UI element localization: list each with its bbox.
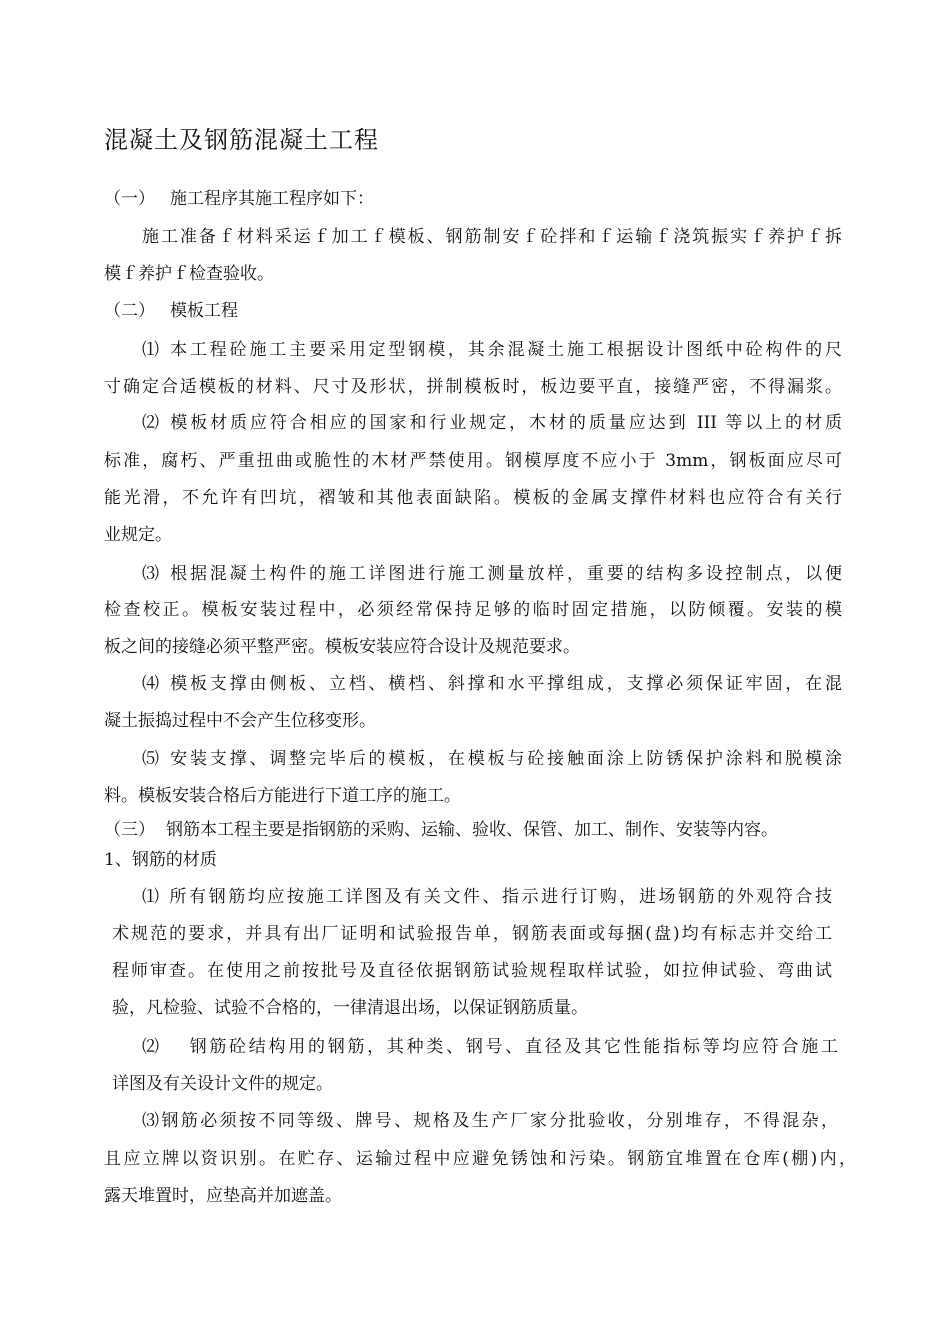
paragraph-line: ⑴ 本工程砼施工主要采用定型钢模，其余混凝土施工根据设计图纸中砼构件的尺 bbox=[142, 340, 842, 360]
section-heading-3 bbox=[104, 822, 778, 839]
paragraph-line: 施工准备ｆ材料采运ｆ加工ｆ模板、钢筋制安ｆ砼拌和ｆ运输ｆ浇筑振实ｆ养护ｆ拆 bbox=[142, 227, 842, 247]
paragraph-line: ⑶钢筋必须按不同等级、牌号、规格及生产厂家分批验收，分别堆存，不得混杂， bbox=[142, 1111, 838, 1131]
paragraph-line: 料。模板安装合格后方能进行下道工序的施工。 bbox=[104, 786, 461, 806]
paragraph-line: ⑴ 所有钢筋均应按施工详图及有关文件、指示进行订购，进场钢筋的外观符合技 bbox=[142, 887, 832, 907]
subsection-heading: 1、钢筋的材质 bbox=[104, 850, 217, 870]
section-heading-1 bbox=[104, 191, 374, 208]
paragraph-line: 寸确定合适模板的材料、尺寸及形状，拼制模板时，板边要平直，接缝严密，不得漏浆。 bbox=[104, 377, 842, 397]
section-title: 模板工程 bbox=[170, 301, 238, 321]
paragraph-line: ⑵ 模板材质应符合相应的国家和行业规定，木材的质量应达到 III 等以上的材质 bbox=[142, 413, 842, 433]
document-title: 混凝土及钢筋混凝土工程 bbox=[104, 126, 379, 154]
paragraph-line: 业规定。 bbox=[104, 525, 172, 545]
paragraph-line: 且应立牌以资识别。在贮存、运输过程中应避免锈蚀和污染。钢筋宜堆置在仓库(棚)内， bbox=[104, 1149, 856, 1169]
paragraph-line: 凝土振捣过程中不会产生位移变形。 bbox=[104, 711, 376, 731]
paragraph-line: 程师审查。在使用之前按批号及直径依据钢筋试验规程取样试验，如拉伸试验、弯曲试 bbox=[112, 961, 832, 981]
paragraph-line: 能光滑，不允许有凹坑，褶皱和其他表面缺陷。模板的金属支撑件材料也应符合有关行 bbox=[104, 488, 842, 508]
paragraph-line: 标准，腐朽、严重扭曲或脆性的木材严禁使用。钢模厚度不应小于 3mm，钢板面应尽可 bbox=[104, 451, 842, 471]
paragraph-line: 模ｆ养护ｆ检查验收。 bbox=[104, 264, 274, 284]
paragraph-line: 详图及有关设计文件的规定。 bbox=[112, 1074, 333, 1094]
paragraph-line: ⑶ 根据混凝土构件的施工详图进行施工测量放样，重要的结构多设控制点，以便 bbox=[142, 564, 842, 584]
section-title: 钢筋本工程主要是指钢筋的采购、运输、验收、保管、加工、制作、安装等内容。 bbox=[166, 820, 778, 840]
section-heading-2 bbox=[104, 303, 238, 320]
paragraph-line: ⑸ 安装支撑、调整完毕后的模板，在模板与砼接触面涂上防锈保护涂料和脱模涂 bbox=[142, 749, 842, 769]
paragraph-line: 检查校正。模板安装过程中，必须经常保持足够的临时固定措施，以防倾覆。安装的模 bbox=[104, 600, 842, 620]
section-number: （三） bbox=[104, 820, 155, 840]
paragraph-line: 验，凡检验、试验不合格的，一律清退出场，以保证钢筋质量。 bbox=[112, 998, 588, 1018]
paragraph-line: 术规范的要求，并具有出厂证明和试验报告单，钢筋表面或每捆(盘)均有标志并交给工 bbox=[112, 924, 832, 944]
section-number: （一） bbox=[104, 189, 155, 209]
paragraph-line: 板之间的接缝必须平整严密。模板安装应符合设计及规范要求。 bbox=[104, 637, 580, 657]
paragraph-line: 露天堆置时，应垫高并加遮盖。 bbox=[104, 1186, 342, 1206]
paragraph-line: ⑷ 模板支撑由侧板、立档、横档、斜撑和水平撑组成，支撑必须保证牢固，在混 bbox=[142, 674, 842, 694]
section-title: 施工程序其施工程序如下： bbox=[170, 189, 374, 209]
section-number: （二） bbox=[104, 301, 155, 321]
paragraph-line: ⑵ 钢筋砼结构用的钢筋，其种类、钢号、直径及其它性能指标等均应符合施工 bbox=[142, 1037, 838, 1057]
